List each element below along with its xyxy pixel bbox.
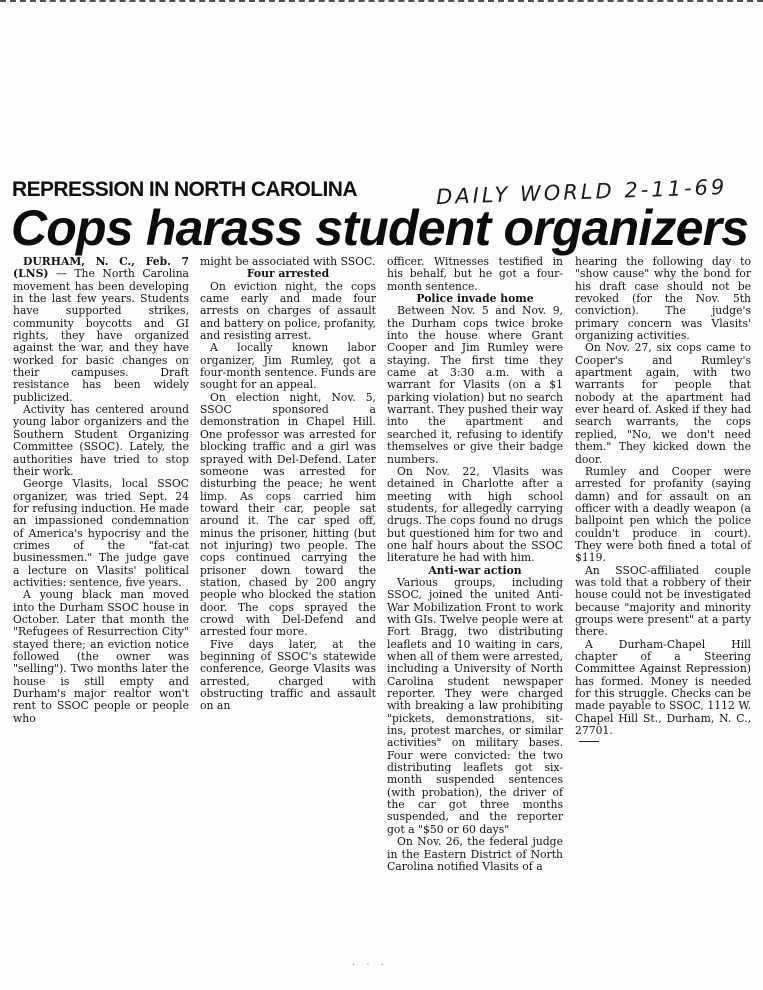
- article-column-1: [13, 256, 189, 725]
- paragraph: A Durham-Chapel Hill chapter of a Steering Committee Against Repression) has formed. Money is needed for this struggle. Checks can be made payable to SSOC, 1112 W. Chapel Hill St., Durham, N. C., 27701.: [575, 637, 751, 738]
- paragraph: Activity has centered around young labor organizers and the Southern Student Organizing Committee (SSOC). Lately, the authorities have tried to stop their work.: [13, 403, 189, 478]
- paragraph: On Nov. 26, the federal judge in the Eastern District of North Carolina notified Vlasits of a: [387, 835, 563, 873]
- paragraph: Various groups, including SSOC, joined the united Anti-War Mobilization Front to work with GIs. Twelve people were at Fort Bragg, two distributing leaflets and 10 waiting in cars, when all of them were arrested, including a University of North Carolina student newspaper reporter. They were charged with breaking a law prohibiting "pickets, demonstrations, sit-ins, protest marches, or similar activities" on military bases. Four were convicted: the two distributing leaflets got six-month suspended sentences (with probation), the driver of the car got three months suspended, and the reporter got a "$50 or 60 days": [387, 575, 563, 836]
- scanner-edge-rule: [0, 0, 763, 5]
- subhead-police-invade-home: Police invade home: [416, 292, 534, 306]
- paragraph: hearing the following day to "show cause" why the bond for his draft case should not be revoked (for the Nov. 5th conviction). The judge's primary concern was Vlasits' organizing activities.: [575, 255, 751, 343]
- paragraph: A locally known labor organizer, Jim Rumley, got a four-month sentence. Funds are sought for an appeal.: [200, 341, 376, 392]
- article-column-4: [575, 256, 751, 742]
- paragraph: DURHAM, N. C., Feb. 7 (LNS) — The North Carolina movement has been developing in the last few years. Students have supported strikes, community boycotts and GI rights, they have organized against the war, and they have worked for basic changes on their campuses. Draft resistance has been widely publicized.: [13, 255, 189, 404]
- subhead-four-arrested: Four arrested: [246, 267, 330, 281]
- dateline: DURHAM, N. C., Feb. 7 (LNS): [13, 255, 189, 281]
- paragraph: A young black man moved into the Durham SSOC house in October. Later that month the "Refugees of Resurrection City" stayed there; an eviction notice followed (the owner was "selling"). Two months later the house is still empty and Durham's major realtor won't rent to SSOC people or people who: [13, 588, 189, 725]
- paragraph: George Vlasits, local SSOC organizer, was tried Sept. 24 for refusing induction. He made an impassioned condemnation of America's hypocrisy and the crimes of the "fat-cat businessmen." The judge gave a lecture on Vlasits' political activities: sentence, five years.: [13, 477, 189, 589]
- end-of-article-rule: [579, 741, 599, 742]
- paragraph: Between Nov. 5 and Nov. 9, the Durham cops twice broke into the house where Grant Cooper and Jim Rumley were staying. The first time they came at 3:30 a.m. with a warrant for Vlasits (on a $1 parking violation) but no search warrant. They pushed their way into the apartment and searched it, refusing to identify themselves or give their badge numbers.: [387, 304, 563, 466]
- paragraph: might be associated with SSOC.: [200, 255, 376, 268]
- paragraph: On Nov. 27, six cops came to Cooper's and Rumley's apartment again, with two warrants for people that nobody at the apartment had ever heard of. Asked if they had search warrants, the cops replied, "No, we don't need them." They kicked down the door.: [575, 341, 751, 466]
- paragraph: Rumley and Cooper were arrested for profanity (saying damn) and for assault on an officer with a deadly weapon (a ballpoint pen which the police couldn't produce in court). They were both fined a total of $119.: [575, 464, 751, 565]
- article-column-2: [200, 256, 376, 713]
- paragraph: On eviction night, the cops came early and made four arrests on charges of assault and battery on police, profanity, and resisting arrest.: [200, 279, 376, 343]
- paragraph: Five days later, at the beginning of SSOC's statewide conference, George Vlasits was arrested, charged with obstructing traffic and assault on an: [200, 637, 376, 713]
- kicker-heading: REPRESSION IN NORTH CAROLINA: [12, 178, 357, 201]
- handwritten-source-note: DAILY WORLD 2-11-69: [435, 174, 728, 210]
- scan-specks: · · ·: [352, 960, 388, 971]
- subhead-anti-war-action: Anti-war action: [428, 563, 522, 577]
- article-headline: Cops harass student organizers: [11, 200, 749, 256]
- paragraph: On election night, Nov. 5, SSOC sponsored a demonstration in Chapel Hill. One professor was arrested for blocking traffic and a girl was sprayed with Del-Defend. Later someone was arrested for disturbing the peace; he went limp. As cops carried him toward their car, people sat around it. The car sped off, minus the prisoner, hitting (but not injuring) two people. The cops continued carrying the prisoner down toward the station, chased by 200 angry people who blocked the station door. The cops sprayed the crowd with Del-Defend and arrested four more.: [200, 390, 376, 639]
- paragraph: On Nov. 22, Vlasits was detained in Charlotte after a meeting with high school students, for allegedly carrying drugs. The cops found no drugs but questioned him for two and one half hours about the SSOC literature he had with him.: [387, 464, 563, 565]
- article-column-3: [387, 256, 563, 873]
- paragraph: officer. Witnesses testified in his behalf, but he got a four-month sentence.: [387, 255, 563, 293]
- paragraph: An SSOC-affiliated couple was told that a robbery of their house could not be investigated because "majority and minority groups were present" at a party there.: [575, 563, 751, 639]
